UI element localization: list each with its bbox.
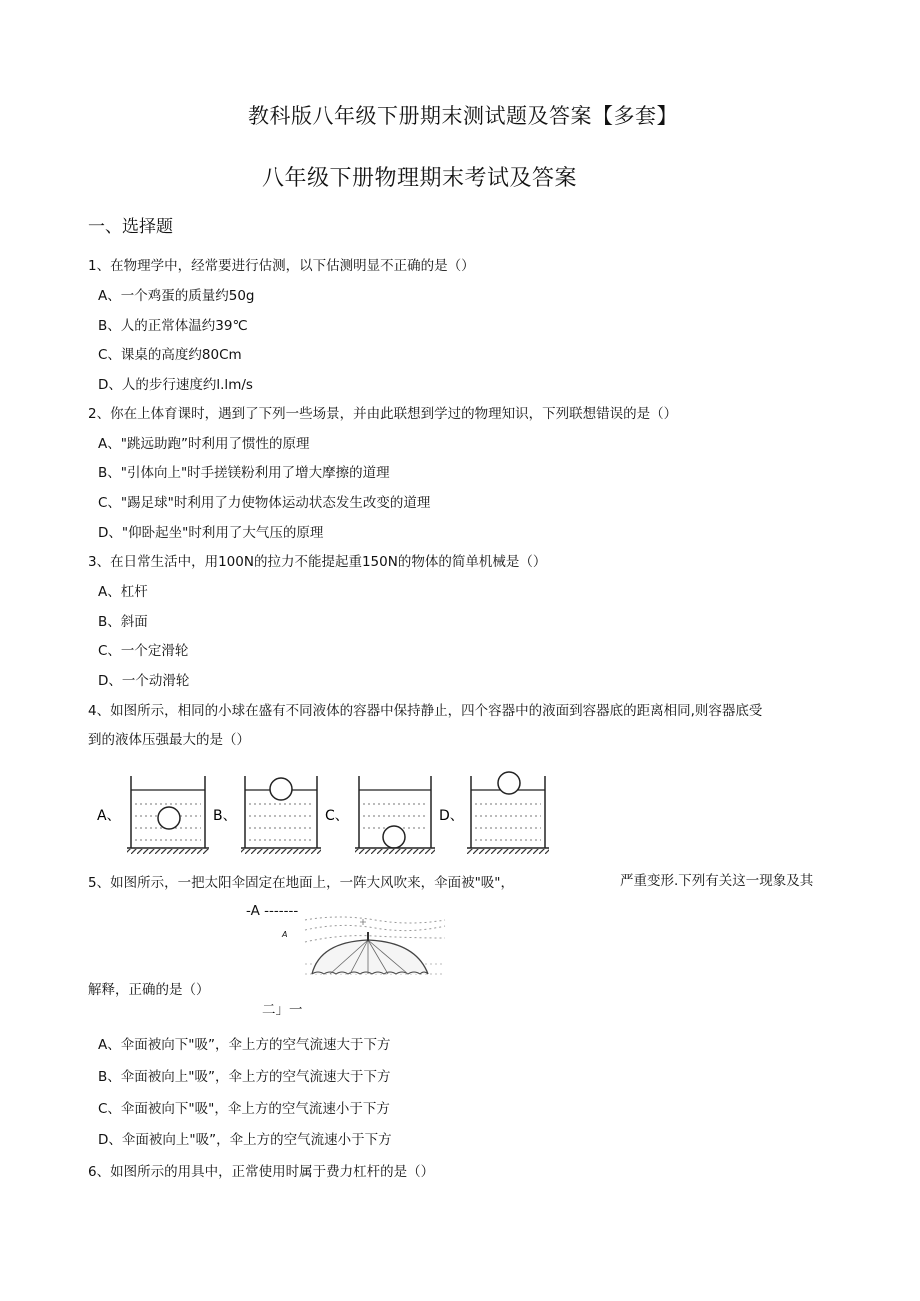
container-b-label: B、: [213, 808, 237, 824]
question-3-stem: 3、在日常生活中，用100N的拉力不能提起重150N的物体的简单机械是（）: [88, 554, 547, 570]
umbrella-canopy: [312, 940, 428, 974]
ball-a: [158, 807, 180, 829]
question-1-option-a: A、一个鸡蛋的质量约50g: [98, 288, 255, 304]
question-3-option-b: B、斜面: [98, 614, 148, 630]
paper-title: 八年级下册物理期末考试及答案: [262, 166, 578, 191]
section-heading: 一、选择题: [88, 217, 173, 237]
question-3-option-c: C、一个定滑轮: [98, 643, 189, 659]
ball-b: [270, 778, 292, 800]
container-d: [439, 772, 549, 854]
container-a-label: A、: [97, 808, 121, 824]
question-2-option-c: C、"踢足球"时利用了力使物体运动状态发生改变的道理: [98, 495, 431, 511]
question-5-option-b: B、伞面被向上"吸”，伞上方的空气流速大于下方: [98, 1069, 391, 1085]
question-2-option-b: B、"引体向上"时手搓镁粉利用了增大摩擦的道理: [98, 465, 390, 481]
question-5-figure-bottom-label: 二」一: [262, 1002, 303, 1018]
question-5-stem-left: 5、如图所示，一把太阳伞固定在地面上，一阵大风吹来，伞面被"吸"，: [88, 875, 515, 891]
ball-d: [498, 772, 520, 794]
ball-c: [383, 826, 405, 848]
question-5-umbrella-figure: [300, 912, 450, 987]
question-4-stem-line1: 4、如图所示，相同的小球在盛有不同液体的容器中保持静止，四个容器中的液面到容器底的距离相同,则容器底受: [88, 703, 763, 719]
question-2-option-a: A、"跳远助跑”时利用了惯性的原理: [98, 436, 310, 452]
question-2-option-d: D、"仰卧起坐"时利用了大气压的原理: [98, 525, 324, 541]
container-b: [213, 776, 321, 854]
container-a: [97, 776, 209, 854]
question-5-option-c: C、伞面被向下"吸"，伞上方的空气流速小于下方: [98, 1101, 390, 1117]
container-d-label: D、: [439, 808, 464, 824]
question-1-option-d: D、人的步行速度约l.lm/s: [98, 377, 253, 393]
document-title: 教科版八年级下册期末测试题及答案【多套】: [248, 104, 678, 128]
question-1-option-b: B、人的正常体温约39℃: [98, 318, 248, 334]
question-4-figure: [95, 770, 565, 860]
question-3-option-a: A、杠杆: [98, 584, 148, 600]
question-5-option-d: D、伞面被向上"吸”，伞上方的空气流速小于下方: [98, 1132, 392, 1148]
question-1-stem: 1、在物理学中，经常要进行估测，以下估测明显不正确的是（）: [88, 258, 475, 274]
question-1-option-c: C、课桌的高度约80Cm: [98, 347, 242, 363]
question-5-figure-top-label: -A -------: [246, 903, 299, 919]
question-6-stem: 6、如图所示的用具中，正常使用时属于费力杠杆的是（）: [88, 1164, 435, 1180]
question-5-stem-right: 严重变形.下列有关这一现象及其: [620, 873, 814, 889]
question-5-figure-small-label: A: [282, 930, 288, 939]
question-5-option-a: A、伞面被向下"吸”，伞上方的空气流速大于下方: [98, 1037, 391, 1053]
container-c: [325, 776, 435, 854]
question-2-stem: 2、你在上体育课时，遇到了下列一些场景，并由此联想到学过的物理知识，下列联想错误的是（）: [88, 406, 678, 422]
container-c-label: C、: [325, 808, 349, 824]
question-3-option-d: D、一个动滑轮: [98, 673, 190, 689]
question-5-stem-continued: 解释，正确的是（）: [88, 982, 210, 998]
question-4-stem-line2: 到的液体压强最大的是（）: [88, 732, 250, 748]
